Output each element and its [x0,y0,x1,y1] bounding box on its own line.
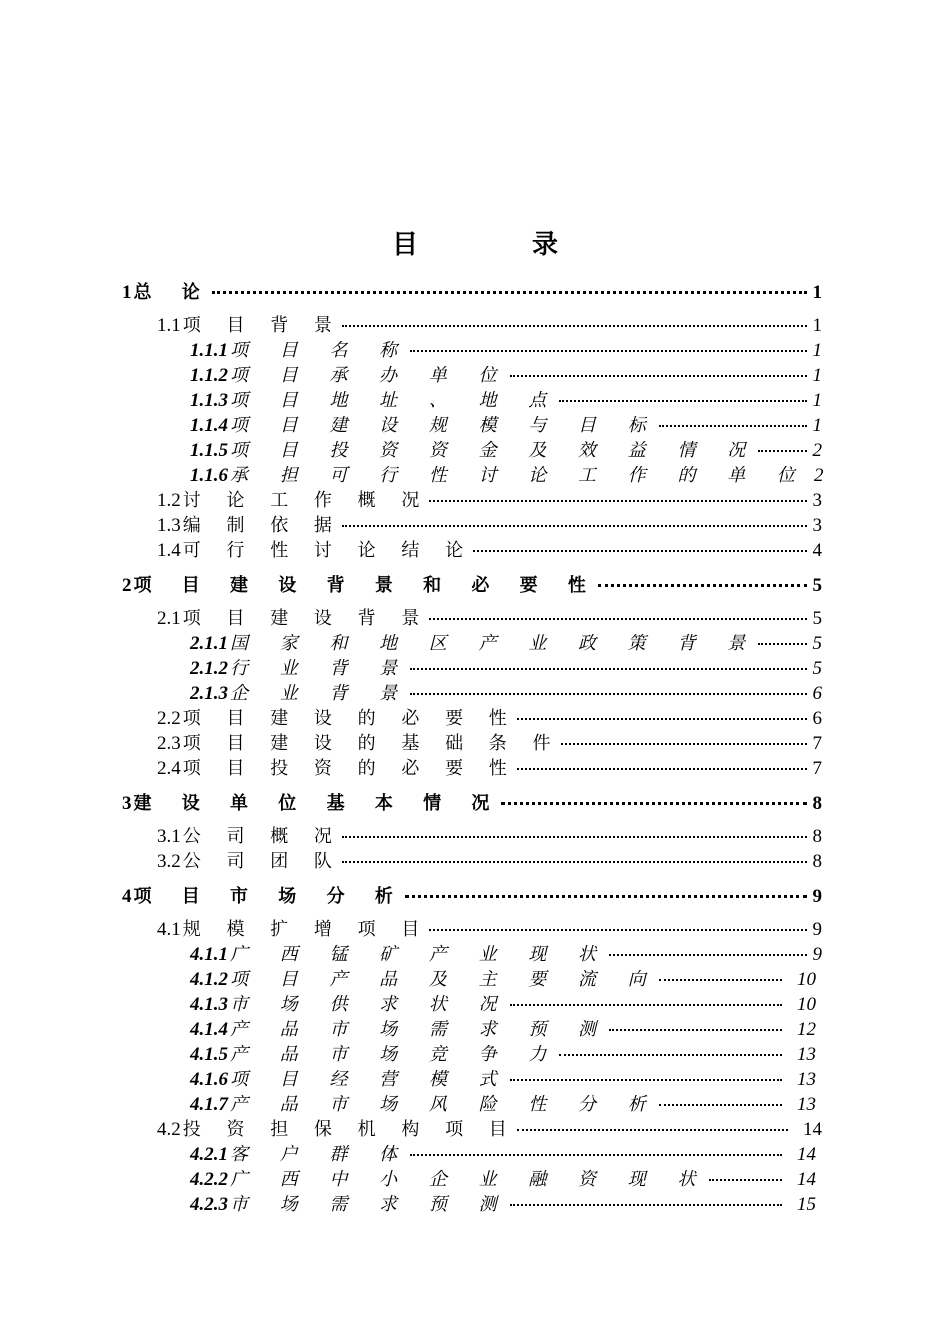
dot-leader [410,693,806,695]
toc-entry-title: 项 目 建 设 的 基 础 条 件 [182,733,561,754]
dot-leader [342,861,807,863]
toc-entry-number: 2 [122,575,132,596]
toc-entry-number: 1 [122,282,132,303]
toc-entry-page-number: 1 [812,415,822,436]
toc-entry-number: 3.1 [157,826,181,847]
dot-leader [609,1029,782,1031]
toc-entry-page-number: 10 [797,994,816,1015]
toc-entry-number: 4.1 [157,919,181,940]
dot-leader [517,718,807,720]
dot-leader [501,802,806,805]
toc-entry-page-number: 15 [797,1194,816,1215]
dot-leader [510,1079,782,1081]
toc-entry-title: 建 设 单 位 基 本 情 况 [133,793,502,814]
dot-leader [559,400,806,402]
toc-entry-title: 项 目 投 资 资 金 及 效 益 情 况 [230,440,759,461]
toc-entry-page-number: 9 [812,919,822,940]
toc-entry-number: 4.1.4 [190,1019,228,1040]
toc-entry[interactable] [190,414,822,438]
toc-entry-title: 广 西 中 小 企 业 融 资 现 状 [230,1169,709,1190]
toc-entry-number: 4.2.1 [190,1144,228,1165]
toc-entry-page-number: 12 [797,1019,816,1040]
toc-entry-number: 2.3 [157,733,181,754]
toc-entry-number: 1.1.4 [190,415,228,436]
toc-entry-number: 1.3 [157,515,181,536]
dot-leader [405,895,807,898]
dot-leader [510,1204,782,1206]
dot-leader [510,375,807,377]
toc-entry-number: 2.1.3 [190,683,228,704]
toc-entry[interactable] [190,632,822,656]
toc-entry-title: 项 目 地 址 、 地 点 [230,390,560,411]
toc-entry-page-number: 1 [812,340,822,361]
toc-entry-title: 项 目 经 营 模 式 [230,1069,510,1090]
toc-entry[interactable] [157,539,822,563]
toc-entry-page-number: 2 [813,465,824,486]
toc-entry-number: 1.1 [157,315,181,336]
toc-entry-title: 项 目 建 设 规 模 与 目 标 [230,415,659,436]
toc-entry[interactable] [157,1118,822,1142]
toc-entry-number: 1.1.1 [190,340,228,361]
dot-leader [410,350,806,352]
dot-leader [659,1104,782,1106]
toc-entry-page-number: 1 [812,282,822,303]
toc-entry-number: 4.1.7 [190,1094,228,1115]
toc-entry-number: 1.1.5 [190,440,228,461]
toc-entry-number: 4.1.3 [190,994,228,1015]
toc-entry-number: 4.1.6 [190,1069,228,1090]
dot-leader [342,836,807,838]
toc-entry-title: 产 品 市 场 风 险 性 分 析 [230,1094,659,1115]
toc-entry[interactable] [190,657,822,681]
toc-entry-page-number: 1 [812,365,822,386]
toc-heading: 目 录 [391,230,602,260]
toc-entry-number: 4.1.2 [190,969,228,990]
toc-entry-page-number: 5 [812,633,822,654]
toc-entry-number: 2.1 [157,608,181,629]
dot-leader [342,525,807,527]
toc-entry[interactable] [157,489,822,513]
toc-entry[interactable] [190,439,822,463]
toc-entry-title: 讨 论 工 作 概 况 [182,490,430,511]
dot-leader [598,584,807,587]
toc-entry[interactable] [157,607,822,631]
dot-leader [410,668,806,670]
toc-entry[interactable] [122,574,822,598]
toc-entry-title: 公 司 概 况 [182,826,342,847]
toc-entry-title: 项 目 背 景 [182,315,342,336]
toc-entry[interactable] [190,1168,816,1192]
dot-leader [342,325,807,327]
toc-entry-title: 项 目 投 资 的 必 要 性 [182,758,517,779]
toc-entry[interactable] [190,1143,816,1167]
dot-leader [758,643,806,645]
toc-entry-page-number: 4 [812,540,822,561]
toc-entry-title: 规 模 扩 增 项 目 [182,919,430,940]
toc-entry-number: 3.2 [157,851,181,872]
dot-leader [709,1179,783,1181]
toc-entry-title: 公 司 团 队 [182,851,342,872]
toc-entry[interactable] [190,1043,816,1067]
toc-entry-number: 4.2.3 [190,1194,228,1215]
toc-entry-title: 项 目 建 设 的 必 要 性 [182,708,517,729]
toc-entry[interactable] [122,792,822,816]
toc-entry-title: 客 户 群 体 [230,1144,411,1165]
toc-entry-page-number: 2 [812,440,822,461]
toc-entry[interactable] [122,885,822,909]
toc-entry-title: 广 西 锰 矿 产 业 现 状 [230,944,610,965]
toc-entry-title: 产 品 市 场 竞 争 力 [230,1044,560,1065]
toc-entry-page-number: 1 [812,390,822,411]
toc-entry-page-number: 3 [812,515,822,536]
dot-leader [510,1004,782,1006]
toc-entry-number: 4.2 [157,1119,181,1140]
toc-entry-title: 投 资 担 保 机 构 项 目 [182,1119,517,1140]
toc-entry[interactable] [190,1093,816,1117]
toc-entry[interactable] [190,968,816,992]
dot-leader [429,929,806,931]
toc-entry[interactable] [190,339,822,363]
toc-entry[interactable] [190,993,816,1017]
toc-entry[interactable] [190,1068,816,1092]
toc-entry-number: 2.2 [157,708,181,729]
toc-entry-number: 2.4 [157,758,181,779]
toc-entry[interactable] [190,682,822,706]
toc-entry-page-number: 13 [797,1069,816,1090]
toc-entry-title: 项 目 市 场 分 析 [133,886,405,907]
dot-leader [410,1154,782,1156]
toc-entry-title: 项 目 承 办 单 位 [230,365,510,386]
toc-entry-title: 可 行 性 讨 论 结 论 [182,540,474,561]
toc-entry-title: 市 场 需 求 预 测 [230,1194,510,1215]
toc-entry-title: 产 品 市 场 需 求 预 测 [230,1019,610,1040]
dot-leader [758,450,806,452]
toc-entry-number: 1.4 [157,540,181,561]
toc-entry-title: 市 场 供 求 状 况 [230,994,510,1015]
toc-entry-page-number: 9 [812,944,822,965]
toc-entry[interactable] [157,314,822,338]
dot-leader [559,1054,782,1056]
toc-entry-number: 2.1.1 [190,633,228,654]
toc-entry-number: 4.2.2 [190,1169,228,1190]
dot-leader [429,618,806,620]
toc-entry[interactable] [157,850,822,874]
toc-entry-title: 企 业 背 景 [230,683,411,704]
toc-entry-page-number: 9 [812,886,822,907]
toc-entry[interactable] [190,1193,816,1217]
toc-entry[interactable] [157,514,822,538]
toc-entry[interactable] [190,464,822,488]
dot-leader [517,768,807,770]
toc-entry-page-number: 6 [812,708,822,729]
toc-entry-page-number: 5 [812,608,822,629]
toc-entry-page-number: 5 [812,575,822,596]
toc-entry-title: 项 目 名 称 [230,340,411,361]
toc-entry-page-number: 8 [812,851,822,872]
toc-entry[interactable] [122,281,822,305]
dot-leader [659,979,782,981]
toc-entry-title: 项 目 建 设 背 景 和 必 要 性 [133,575,598,596]
toc-entry-title: 项 目 产 品 及 主 要 流 向 [230,969,659,990]
dot-leader [429,500,806,502]
toc-entry-number: 2.1.2 [190,658,228,679]
toc-entry-number: 4.1.1 [190,944,228,965]
toc-entry-page-number: 7 [812,733,822,754]
toc-entry-page-number: 14 [797,1169,816,1190]
toc-entry-title: 承 担 可 行 性 讨 论 工 作 的 单 位 [230,465,808,486]
toc-entry-page-number: 14 [797,1144,816,1165]
toc-entry-number: 3 [122,793,132,814]
dot-leader [473,550,806,552]
toc-entry-page-number: 1 [812,315,822,336]
toc-entry[interactable] [157,757,822,781]
toc-entry-page-number: 7 [812,758,822,779]
toc-entry[interactable] [157,707,822,731]
toc-entry[interactable] [190,389,822,413]
toc-entry[interactable] [157,825,822,849]
toc-entry-page-number: 10 [797,969,816,990]
toc-entry-page-number: 8 [812,793,822,814]
toc-entry-page-number: 14 [803,1119,822,1140]
dot-leader [212,291,807,294]
toc-entry-title: 国 家 和 地 区 产 业 政 策 背 景 [230,633,759,654]
toc-entry-number: 1.1.2 [190,365,228,386]
toc-entry-title: 行 业 背 景 [230,658,411,679]
toc-entry[interactable] [190,943,822,967]
toc-entry[interactable] [157,732,822,756]
toc-entry-page-number: 13 [797,1044,816,1065]
toc-entry-number: 1.1.3 [190,390,228,411]
toc-entry[interactable] [190,364,822,388]
toc-entry-title: 总 论 [133,282,212,303]
dot-leader [517,1129,788,1131]
toc-entry-number: 4.1.5 [190,1044,228,1065]
toc-entry-number: 1.2 [157,490,181,511]
dot-leader [561,743,807,745]
toc-entry-page-number: 5 [812,658,822,679]
toc-entry-page-number: 3 [812,490,822,511]
toc-entry-page-number: 6 [812,683,822,704]
dot-leader [659,425,807,427]
toc-entry-title: 编 制 依 据 [182,515,342,536]
toc-entry-page-number: 13 [797,1094,816,1115]
toc-entry-number: 1.1.6 [190,465,228,486]
toc-entry[interactable] [157,918,822,942]
dot-leader [609,954,806,956]
toc-entry[interactable] [190,1018,816,1042]
toc-entry-number: 4 [122,886,132,907]
toc-entry-title: 项 目 建 设 背 景 [182,608,430,629]
toc-entry-page-number: 8 [812,826,822,847]
